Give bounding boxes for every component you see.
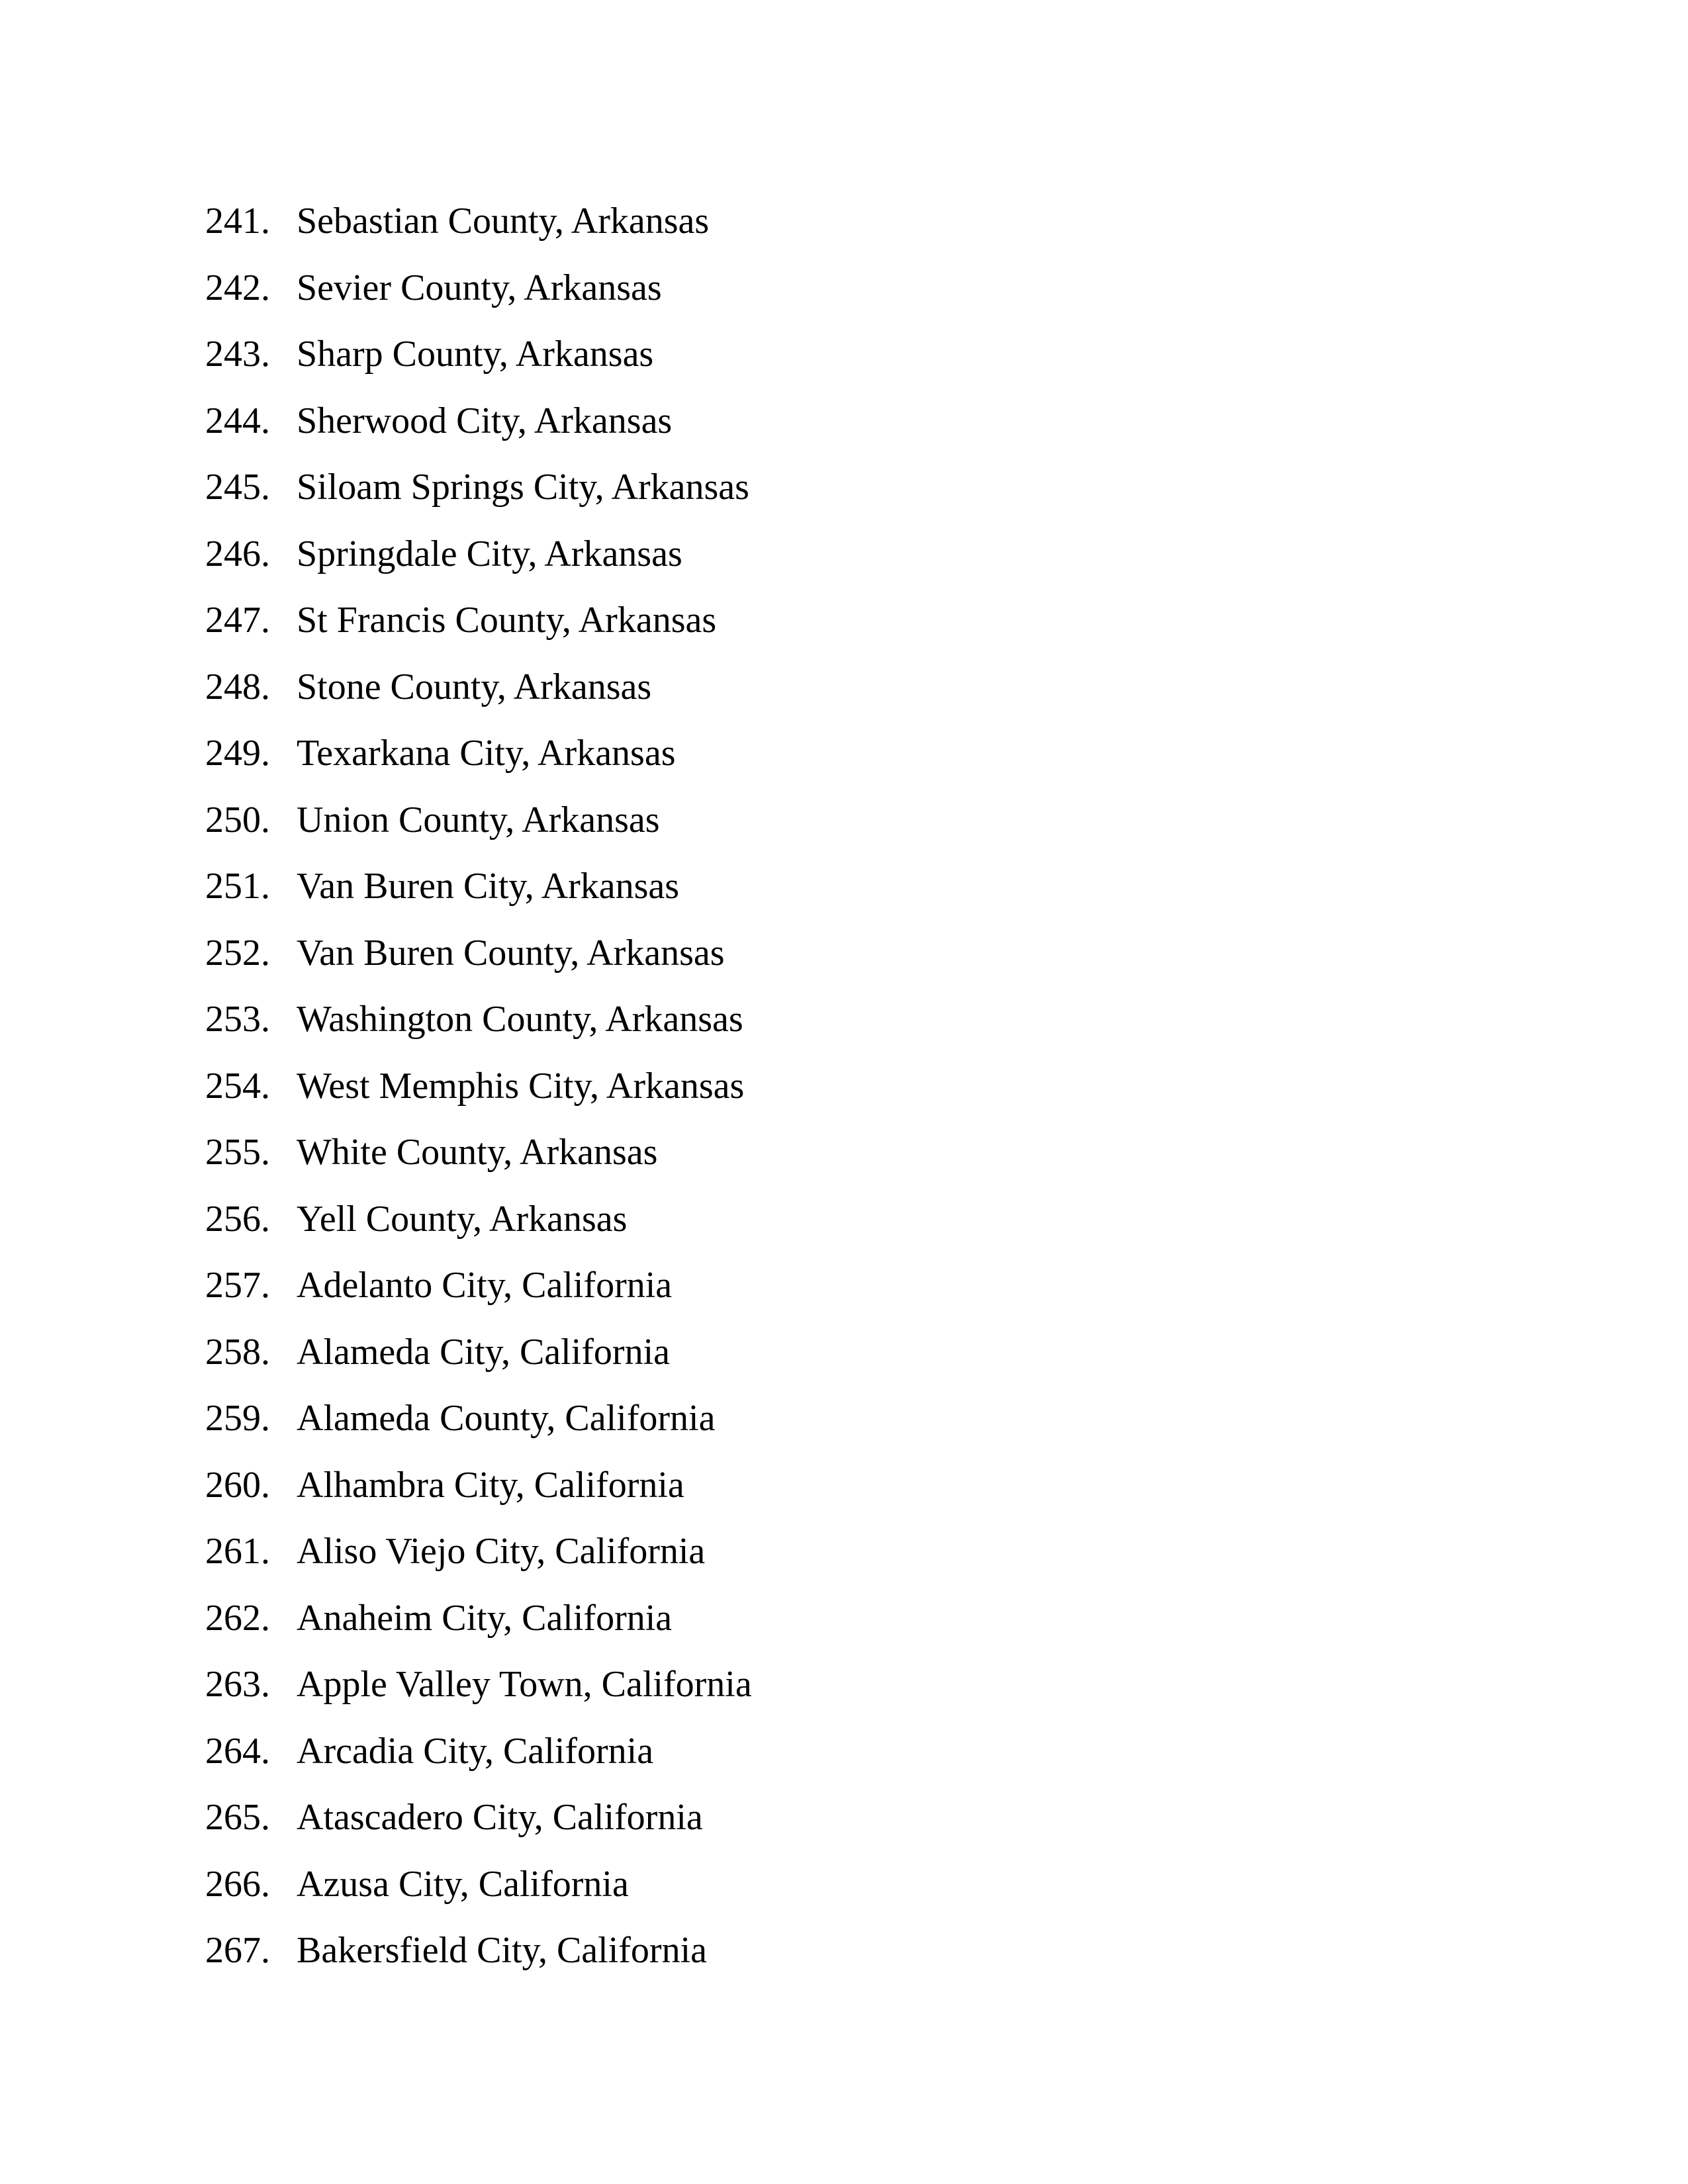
item-number: 243. [205, 334, 270, 375]
list-item [205, 264, 752, 331]
item-text: Aliso Viejo City, California [297, 1531, 706, 1572]
item-number: 257. [205, 1265, 270, 1306]
item-text: Union County, Arkansas [297, 799, 660, 841]
item-number: 246. [205, 533, 270, 574]
item-text: Adelanto City, California [297, 1265, 673, 1306]
list-item [205, 729, 752, 796]
item-text: Stone County, Arkansas [297, 666, 652, 707]
item-number: 255. [205, 1132, 270, 1173]
item-number: 249. [205, 733, 270, 774]
item-number: 253. [205, 999, 270, 1040]
item-text: West Memphis City, Arkansas [297, 1065, 745, 1107]
item-number: 248. [205, 666, 270, 707]
item-text: Alameda City, California [297, 1331, 670, 1373]
list-item [205, 929, 752, 996]
item-text: Yell County, Arkansas [297, 1198, 628, 1240]
list-item [205, 796, 752, 863]
item-number: 250. [205, 799, 270, 841]
list-item [205, 1195, 752, 1262]
item-number: 259. [205, 1398, 270, 1439]
list-item [205, 1261, 752, 1328]
item-text: Van Buren City, Arkansas [297, 866, 680, 907]
list-item [205, 1927, 752, 1993]
list-item [205, 1328, 752, 1395]
item-text: Sherwood City, Arkansas [297, 400, 673, 441]
list-item [205, 197, 752, 264]
list-item [205, 995, 752, 1062]
list-item [205, 1394, 752, 1461]
item-text: Siloam Springs City, Arkansas [297, 467, 749, 508]
item-number: 251. [205, 866, 270, 907]
item-number: 244. [205, 400, 270, 441]
list-item [205, 1727, 752, 1794]
numbered-list [205, 197, 752, 1993]
item-number: 245. [205, 467, 270, 508]
item-text: Sevier County, Arkansas [297, 267, 662, 308]
item-text: Sharp County, Arkansas [297, 334, 654, 375]
item-text: Arcadia City, California [297, 1730, 654, 1772]
list-item [205, 1128, 752, 1195]
item-number: 267. [205, 1930, 270, 1971]
list-item [205, 862, 752, 929]
item-text: Alameda County, California [297, 1398, 716, 1439]
item-text: Sebastian County, Arkansas [297, 201, 710, 242]
list-item [205, 1594, 752, 1661]
item-number: 258. [205, 1331, 270, 1373]
item-text: Anaheim City, California [297, 1597, 673, 1639]
item-number: 266. [205, 1863, 270, 1905]
list-item [205, 1461, 752, 1528]
item-text: Atascadero City, California [297, 1797, 703, 1838]
list-item [205, 330, 752, 397]
item-text: Alhambra City, California [297, 1464, 684, 1506]
list-item [205, 1860, 752, 1927]
list-item [205, 663, 752, 730]
item-text: Texarkana City, Arkansas [297, 733, 676, 774]
item-text: St Francis County, Arkansas [297, 600, 717, 641]
item-number: 247. [205, 600, 270, 641]
item-number: 264. [205, 1730, 270, 1772]
item-number: 263. [205, 1664, 270, 1705]
item-number: 242. [205, 267, 270, 308]
list-item [205, 1794, 752, 1860]
list-item [205, 1527, 752, 1594]
list-item [205, 1661, 752, 1727]
item-number: 260. [205, 1464, 270, 1506]
list-item [205, 1062, 752, 1129]
item-number: 262. [205, 1597, 270, 1639]
item-number: 256. [205, 1198, 270, 1240]
item-text: Springdale City, Arkansas [297, 533, 682, 574]
list-item [205, 463, 752, 530]
item-text: Apple Valley Town, California [297, 1664, 752, 1705]
item-number: 254. [205, 1065, 270, 1107]
item-text: Van Buren County, Arkansas [297, 932, 725, 974]
item-text: Bakersfield City, California [297, 1930, 707, 1971]
item-number: 252. [205, 932, 270, 974]
list-item [205, 530, 752, 597]
item-number: 241. [205, 201, 270, 242]
item-text: White County, Arkansas [297, 1132, 658, 1173]
item-text: Washington County, Arkansas [297, 999, 743, 1040]
list-item [205, 596, 752, 663]
list-item [205, 397, 752, 464]
item-number: 261. [205, 1531, 270, 1572]
item-number: 265. [205, 1797, 270, 1838]
item-text: Azusa City, California [297, 1863, 629, 1905]
